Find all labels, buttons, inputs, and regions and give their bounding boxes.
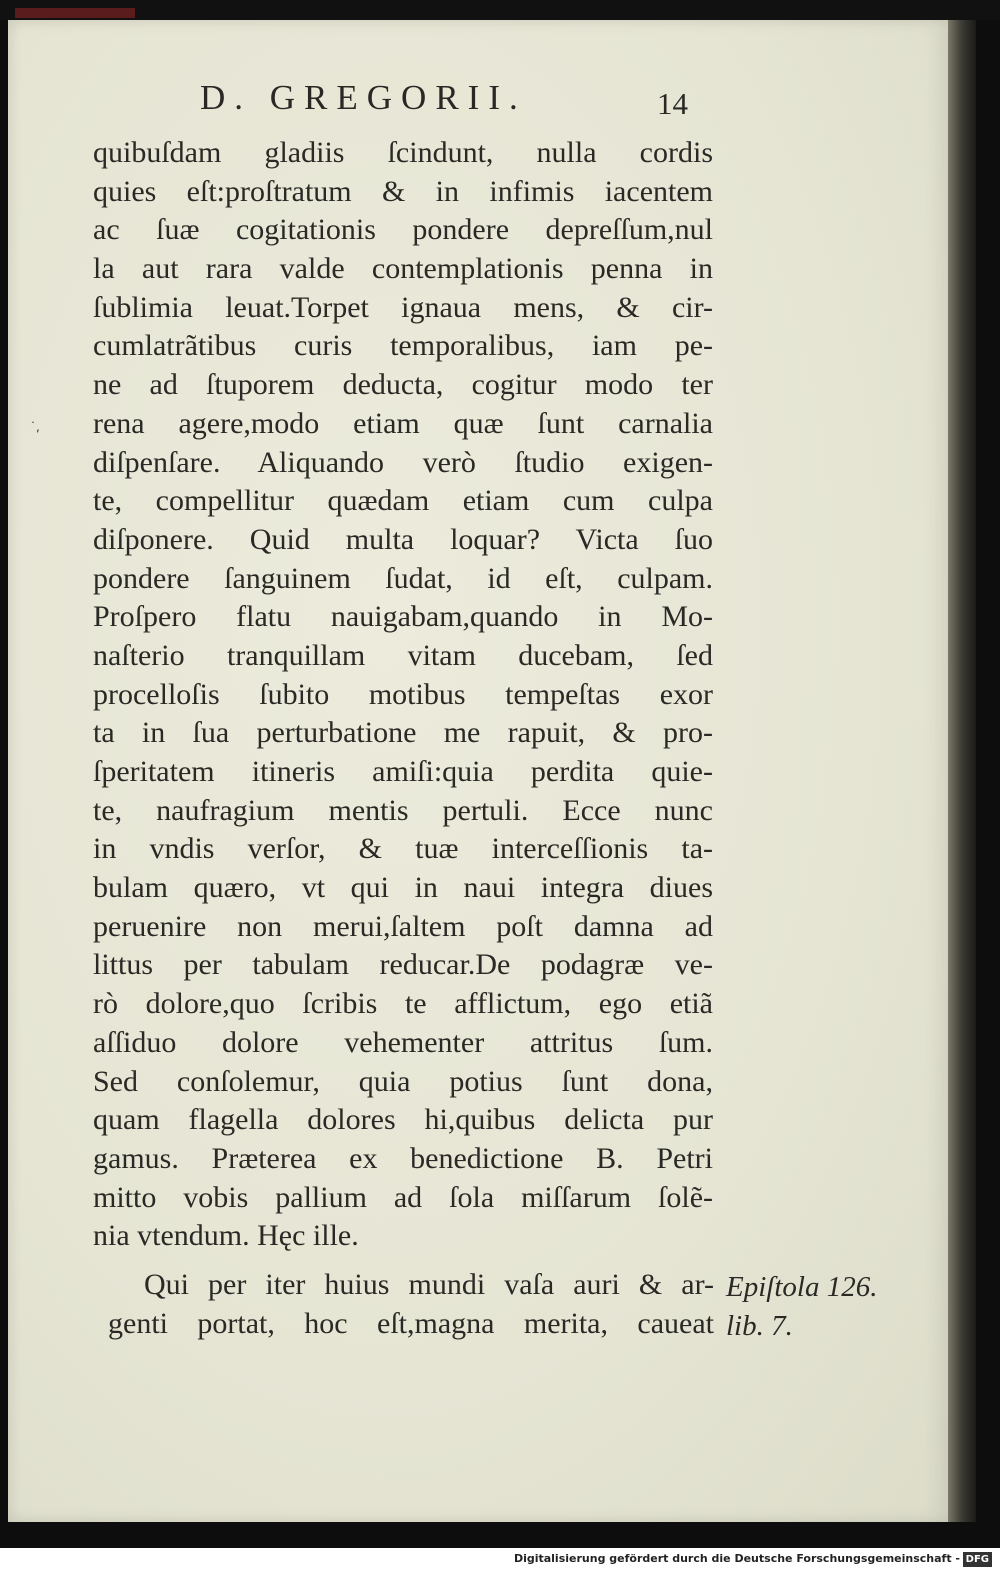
body-text-block <box>93 134 713 1256</box>
text-line: la aut rara valde contemplationis penna in <box>93 252 713 286</box>
text-line: te, compellitur quædam etiam cum culpa <box>93 484 713 518</box>
text-line: in vndis verſor, & tuæ interceſſionis ta- <box>93 832 713 866</box>
page-edge-shadow <box>948 20 976 1522</box>
second-paragraph <box>108 1266 714 1343</box>
text-line: ne ad ſtuporem deducta, cogitur modo ter <box>93 368 713 402</box>
text-line: ac ſuæ cogitationis pondere depreſſum,nul <box>93 213 713 247</box>
text-line: nia vtendum. Hęc ille. <box>93 1219 359 1253</box>
text-line: Qui per iter huius mundi vaſa auri & ar- <box>144 1268 714 1301</box>
text-line: quibuſdam gladiis ſcindunt, nulla cordis <box>93 136 713 169</box>
text-line: peruenire non merui,ſaltem poſt damna ad <box>93 909 713 943</box>
text-line: littus per tabulam reducar.De podagræ ve- <box>93 948 713 982</box>
marginal-note <box>726 1268 877 1345</box>
page-number: 14 <box>657 86 688 121</box>
text-line: Sed conſolemur, quia potius ſunt dona, <box>93 1064 713 1098</box>
text-line: ſublimia leuat.Torpet ignaua mens, & cir- <box>93 290 713 324</box>
text-line: quam flagella dolores hi,quibus delicta pur <box>93 1103 713 1137</box>
text-line: ta in ſua perturbatione me rapuit, & pro- <box>93 716 713 750</box>
text-line: gamus. Præterea ex benedictione B. Petri <box>93 1141 713 1175</box>
text-line: rò dolore,quo ſcribis te afflictum, ego etiã <box>93 987 713 1021</box>
text-line: naſterio tranquillam vitam ducebam, ſed <box>93 638 713 672</box>
marginal-note-line: lib. 7. <box>726 1309 793 1342</box>
running-head: D. GREGORII. <box>200 78 527 117</box>
text-line: genti portat, hoc eſt,magna merita, caueat <box>108 1306 714 1340</box>
text-line: procelloſis ſubito motibus tempeſtas exor <box>93 677 713 711</box>
margin-ink-mark: ˙, <box>30 420 40 434</box>
dfg-logo: DFG <box>963 1552 992 1567</box>
text-line: quies eſt:proſtratum & in infimis iacentem <box>93 174 713 208</box>
text-line: pondere ſanguinem ſudat, id eſt, culpam. <box>93 561 713 595</box>
text-line: aſſiduo dolore vehementer attritus ſum. <box>93 1025 713 1059</box>
text-line: diſponere. Quid multa loquar? Victa ſuo <box>93 522 713 556</box>
text-line: mitto vobis pallium ad ſola miſſarum ſolẽ- <box>93 1180 713 1214</box>
text-line: te, naufragium mentis pertuli. Ecce nunc <box>93 793 713 827</box>
text-line: diſpenſare. Aliquando verò ſtudio exigen- <box>93 445 713 479</box>
top-binding-strip <box>0 0 1000 20</box>
text-line: ſperitatem itineris amiſi:quia perdita quie- <box>93 755 713 788</box>
text-line: bulam quæro, vt qui in naui integra diues <box>93 871 713 905</box>
text-line: cumlatrãtibus curis temporalibus, iam pe- <box>93 329 713 363</box>
text-line: rena agere,modo etiam quæ ſunt carnalia <box>93 406 713 440</box>
marginal-note-line: Epiſtola 126. <box>726 1271 878 1303</box>
ribbon-marker <box>15 8 135 18</box>
funding-credit: Digitalisierung gefördert durch die Deutsche Forschungsgemeinschaft - <box>513 1552 960 1565</box>
text-line: Proſpero flatu nauigabam,quando in Mo- <box>93 600 713 634</box>
